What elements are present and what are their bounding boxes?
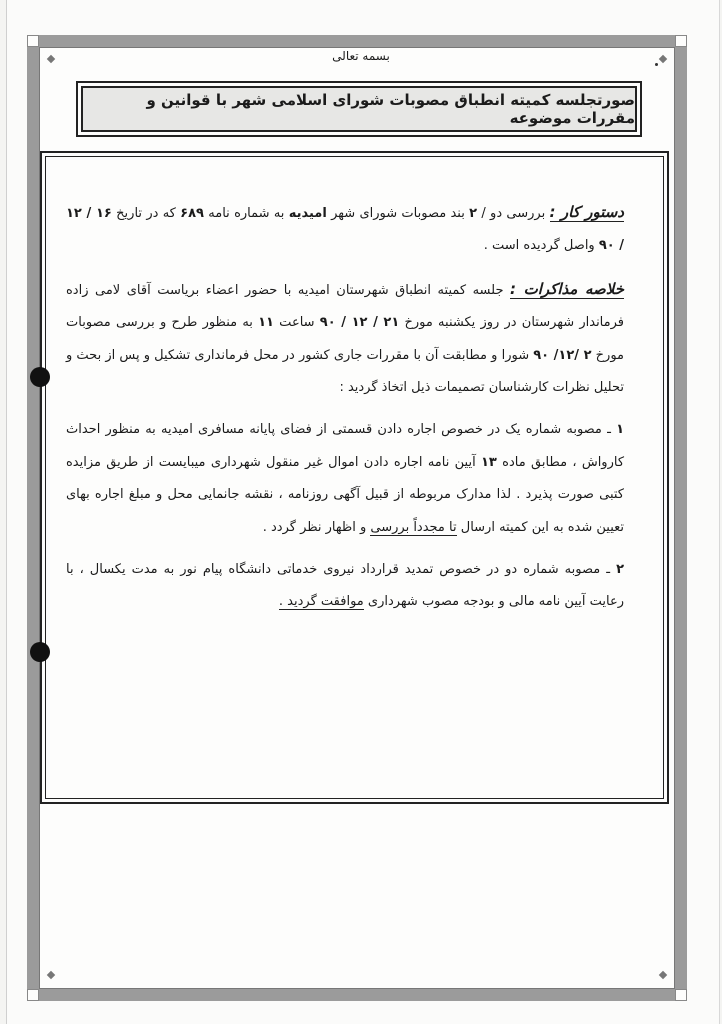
resolution-1-text: ـ مصوبه شماره یک در خصوص اجاره دادن قسمتی از فضای پایانه مسافری امیدیه به منظور احداث کارواش ، مطابق ماده [66, 422, 625, 470]
resolution-2-number: ۲ [616, 562, 624, 578]
minutes-hour: ۱۱ [258, 315, 274, 331]
document-title: صورتجلسه کمیته انطباق مصوبات شورای اسلامی شهر با قوانین و مقررات موضوعه [81, 86, 637, 132]
border-corner-bottom-left [27, 989, 39, 1001]
minutes-paragraph [66, 273, 624, 405]
minutes-text: به منظور طرح و بررسی مصوبات مورخ [66, 315, 625, 363]
border-corner-top-left [27, 35, 39, 47]
border-corner-top-right [675, 35, 687, 47]
resolution-2 [66, 554, 624, 619]
agenda-text: به شماره نامه [203, 206, 289, 221]
title-frame [76, 81, 642, 137]
resolution-1-number: ۱ [616, 422, 624, 438]
agenda-label: دستور کار : [549, 203, 624, 221]
resolution-1-text: آیین نامه اجاره دادن اموال غیر منقول شهرداری میبایست از طریق مزایده کتبی صورت پذیرد . لذا مدارک مربوطه از قبیل آگهی روزنامه ، نقشه جانمایی محل و مبلغ اجاره بهای تعیین شده به این کمیته ارسال [66, 454, 624, 535]
agenda-clause-count: ۲ [469, 206, 478, 221]
resolution-1-text: و اظهار نظر گردد . [262, 519, 371, 535]
resolution-1-underlined: تا مجدداً بررسی [370, 519, 457, 535]
minutes-text: ساعت [273, 315, 320, 331]
minutes-meeting-date: ۲۱ / ۱۲ / ۹۰ [319, 315, 400, 331]
minutes-text: جلسه کمیته انطباق شهرستان امیدیه با حضور اعضاء بریاست آقای لامی زاده فرماندار شهرستان در روز یکشنبه مورخ [66, 282, 624, 331]
document-body [66, 196, 624, 629]
resolution-2-text: ـ مصوبه شماره دو در خصوص تمدید قرارداد نیروی خدماتی دانشگاه پیام نور به مدت یکسال ، با رعایت آیین نامه مالی و بودجه مصوب شهرداری [66, 562, 624, 610]
agenda-text: که در تاریخ [111, 206, 181, 221]
border-corner-bottom-right [675, 989, 687, 1001]
minutes-label: خلاصه مذاکرات : [510, 279, 624, 298]
agenda-letter-number: ۶۸۹ [180, 206, 204, 221]
basmala-heading: بسمه تعالی [332, 49, 390, 63]
binder-hole-bottom [30, 642, 50, 662]
scan-speck [655, 63, 658, 66]
agenda-text: بند مصوبات شورای شهر [326, 206, 470, 221]
agenda-date: ۱۶ / ۱۲ / ۹۰ [66, 206, 624, 254]
agenda-paragraph [66, 196, 624, 263]
resolution-1 [66, 414, 624, 544]
minutes-text: شورا و مطابقت آن با مقررات جاری کشور در محل فرمانداری تشکیل و پس از بحث و تحلیل نظرات کارشناسان تصمیمات ذیل اتخاذ گردید : [66, 347, 624, 396]
resolution-1-article: ۱۳ [480, 454, 497, 470]
agenda-city: امیدیه [288, 206, 327, 221]
binder-hole-top [30, 367, 50, 387]
resolution-2-underlined: موافقت گردید . [278, 594, 364, 610]
agenda-text: واصل گردیده است . [483, 238, 599, 254]
agenda-text: بررسی دو / [477, 206, 546, 221]
minutes-council-date: ۲ /۱۲/ ۹۰ [533, 347, 592, 363]
